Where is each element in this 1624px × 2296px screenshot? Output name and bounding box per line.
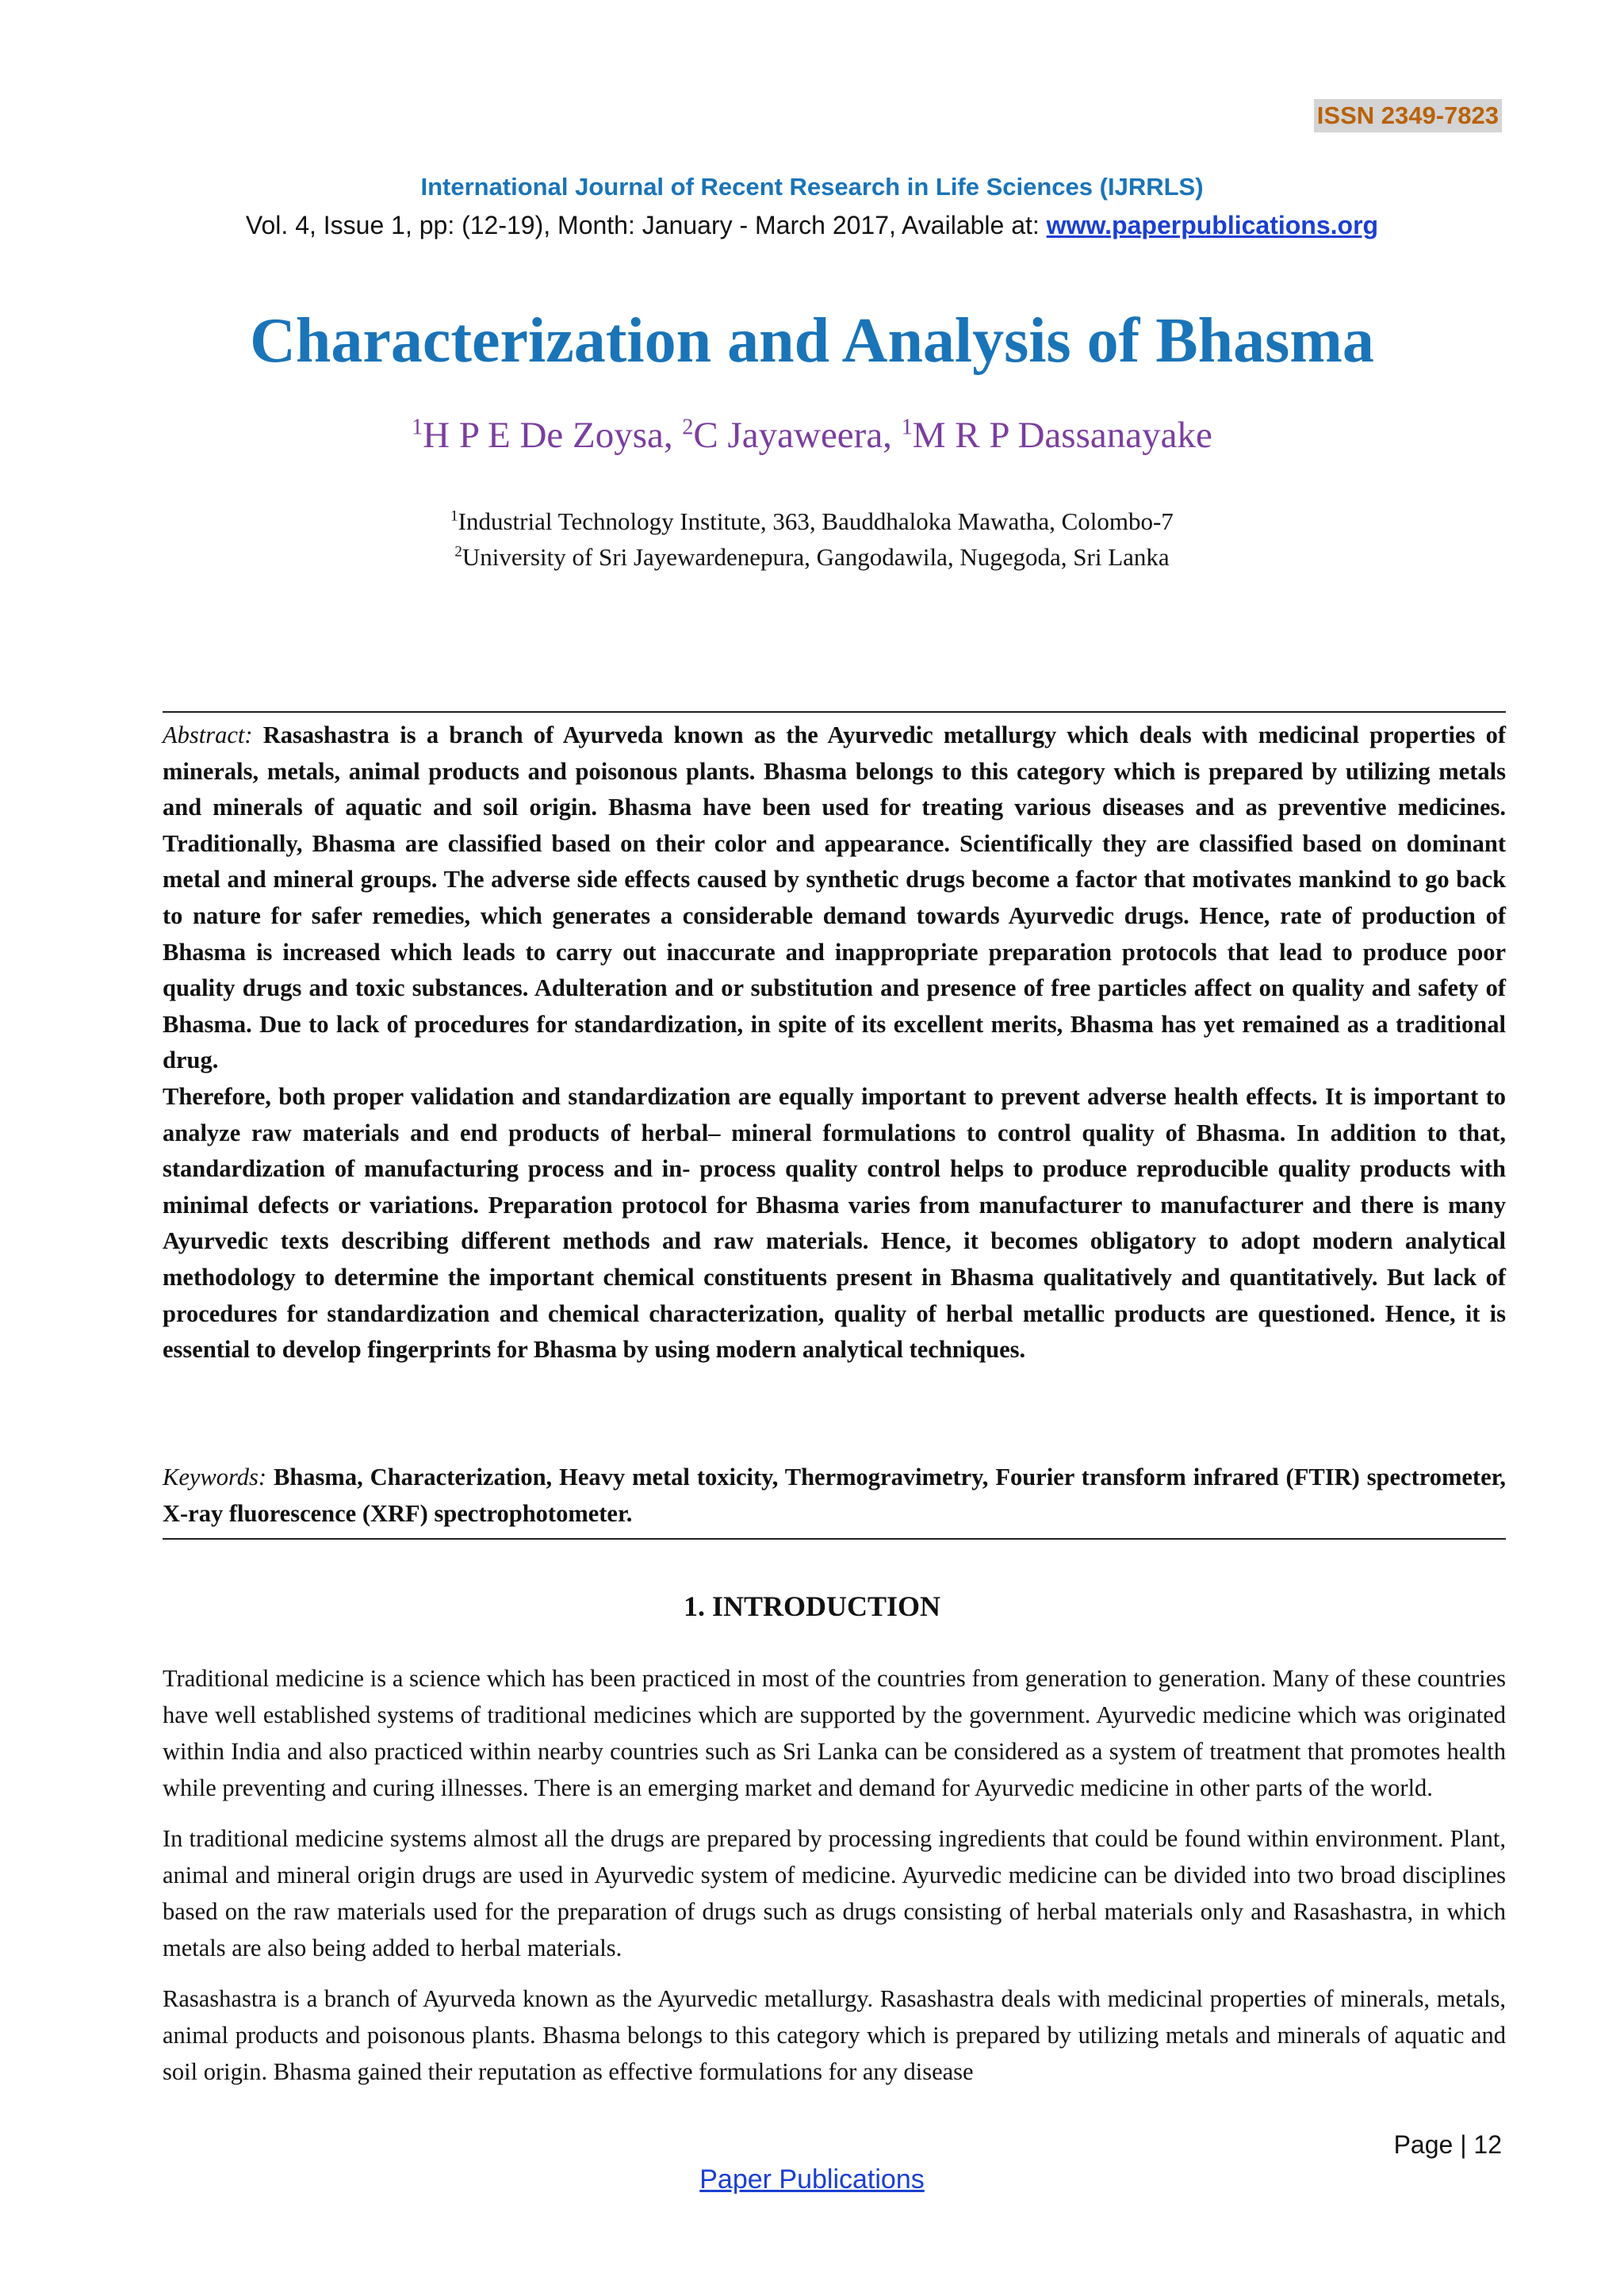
abstract-paragraph-2: Therefore, both proper validation and standardization are equally important to prevent adverse health effects. It is important to analyze raw materials and end products of herbal– mineral formulations to control quality of Bhasma. In addition to that, standardization of manufacturing process and in- process quality control helps to produce reproducible quality products with minimal defects or variations. Preparation protocol for Bhasma varies from manufacturer to manufacturer and there is many Ayurvedic texts describing different methods and raw materials. Hence, it becomes obligatory to adopt modern analytical methodology to determine the important chemical constituents present in Bhasma qualitatively and quantitatively. But lack of procedures for standardization and chemical characterization, quality of herbal metallic products are questioned. Hence, it is essential to develop fingerprints for Bhasma by using modern analytical techniques. — [163, 1082, 1506, 1364]
author-1-affiliation-mark: 1 — [412, 415, 423, 440]
journal-info — [0, 211, 1624, 240]
abstract-text-1: Rasashastra is a branch of Ayurveda known as the Ayurvedic metallurgy which deals with medicinal properties of minerals, metals, animal products and poisonous plants. Bhasma belongs to this category which is prepared by utilizing metals and minerals of aquatic and soil origin. Bhasma have been used for treating various diseases and as preventive medicines. Traditionally, Bhasma are classified based on their color and appearance. Scientifically they are classified based on dominant metal and mineral groups. The adverse side effects caused by synthetic drugs become a factor that motivates mankind to go back to nature for safer remedies, which generates a considerable demand towards Ayurvedic drugs. Hence, rate of production of Bhasma is increased which leads to carry out inaccurate and inappropriate preparation protocols that lead to produce poor quality drugs and toxic substances. Adulteration and or substitution and presence of free particles affect on quality and safety of Bhasma. Due to lack of procedures for standardization, in spite of its excellent merits, Bhasma has yet remained as a traditional drug. — [163, 721, 1506, 1074]
section-heading: 1. INTRODUCTION — [683, 1590, 941, 1622]
keywords-text: Bhasma, Characterization, Heavy metal toxicity, Thermogravimetry, Fourier transform infrared (FTIR) spectrometer, X-ray fluorescence (XRF) spectrophotometer. — [163, 1464, 1506, 1527]
author-3-affiliation-mark: 1 — [901, 415, 913, 440]
abstract-top-rule — [163, 711, 1506, 713]
body-paragraph-2: In traditional medicine systems almost all the drugs are prepared by processing ingredients that could be found within environment. Plant, animal and mineral origin drugs are used in Ayurvedic system of medicine. Ayurvedic medicine can be divided into two broad disciplines based on the raw materials used for the preparation of drugs such as drugs consisting of herbal materials only and Rasashastra, in which metals are also being added to herbal materials. — [163, 1825, 1506, 1961]
affiliation-1-mark: 1 — [450, 507, 458, 525]
body-paragraph-3: Rasashastra is a branch of Ayurveda known as the Ayurvedic metallurgy. Rasashastra deals with medicinal properties of minerals, metals, animal products and poisonous plants. Bhasma belongs to this category which is prepared by utilizing metals and minerals of aquatic and soil origin. Bhasma gained their reputation as effective formulations for any disease — [163, 1985, 1506, 2085]
affiliation-2-text: University of Sri Jayewardenepura, Gangodawila, Nugegoda, Sri Lanka — [462, 543, 1170, 571]
abstract-bottom-rule — [163, 1538, 1506, 1540]
journal-name: International Journal of Recent Research in Life Sciences (IJRRLS) — [420, 173, 1204, 201]
journal-info-text: Vol. 4, Issue 1, pp: (12-19), Month: January - March 2017, Available at: — [245, 211, 1047, 239]
affiliation-2 — [0, 543, 1624, 572]
keywords-label: Keywords: — [163, 1464, 267, 1490]
publisher-link[interactable]: Paper Publications — [699, 2164, 925, 2195]
journal-url-link[interactable]: www.paperpublications.org — [1046, 211, 1379, 239]
author-3-name: M R P Dassanayake — [912, 415, 1212, 456]
author-2-affiliation-mark: 2 — [682, 415, 694, 440]
abstract-paragraph-1 — [163, 718, 1506, 1079]
author-list — [0, 414, 1624, 457]
affiliation-1 — [0, 507, 1624, 536]
author-1-name: H P E De Zoysa, — [423, 415, 683, 456]
abstract-label: Abstract: — [163, 721, 253, 748]
page-number: Page | 12 — [1393, 2130, 1502, 2159]
body-paragraph-1: Traditional medicine is a science which has been practiced in most of the countries from generation to generation. Many of these countries have well established systems of traditional medicines which are supported by the government. Ayurvedic medicine which was originated within India and also practiced within nearby countries such as Sri Lanka can be considered as a system of treatment that promotes health while preventing and curing illnesses. There is an emerging market and demand for Ayurvedic medicine in other parts of the world. — [163, 1665, 1506, 1801]
affiliation-1-text: Industrial Technology Institute, 363, Bauddhaloka Mawatha, Colombo-7 — [458, 507, 1174, 535]
affiliation-2-mark: 2 — [454, 543, 462, 561]
introduction-body — [163, 1660, 1506, 2104]
paper-title: Characterization and Analysis of Bhasma — [250, 306, 1374, 376]
issn-label: ISSN 2349-7823 — [1314, 99, 1502, 132]
author-2-name: C Jayaweera, — [693, 415, 902, 456]
keywords — [163, 1459, 1506, 1532]
abstract — [163, 718, 1506, 1368]
